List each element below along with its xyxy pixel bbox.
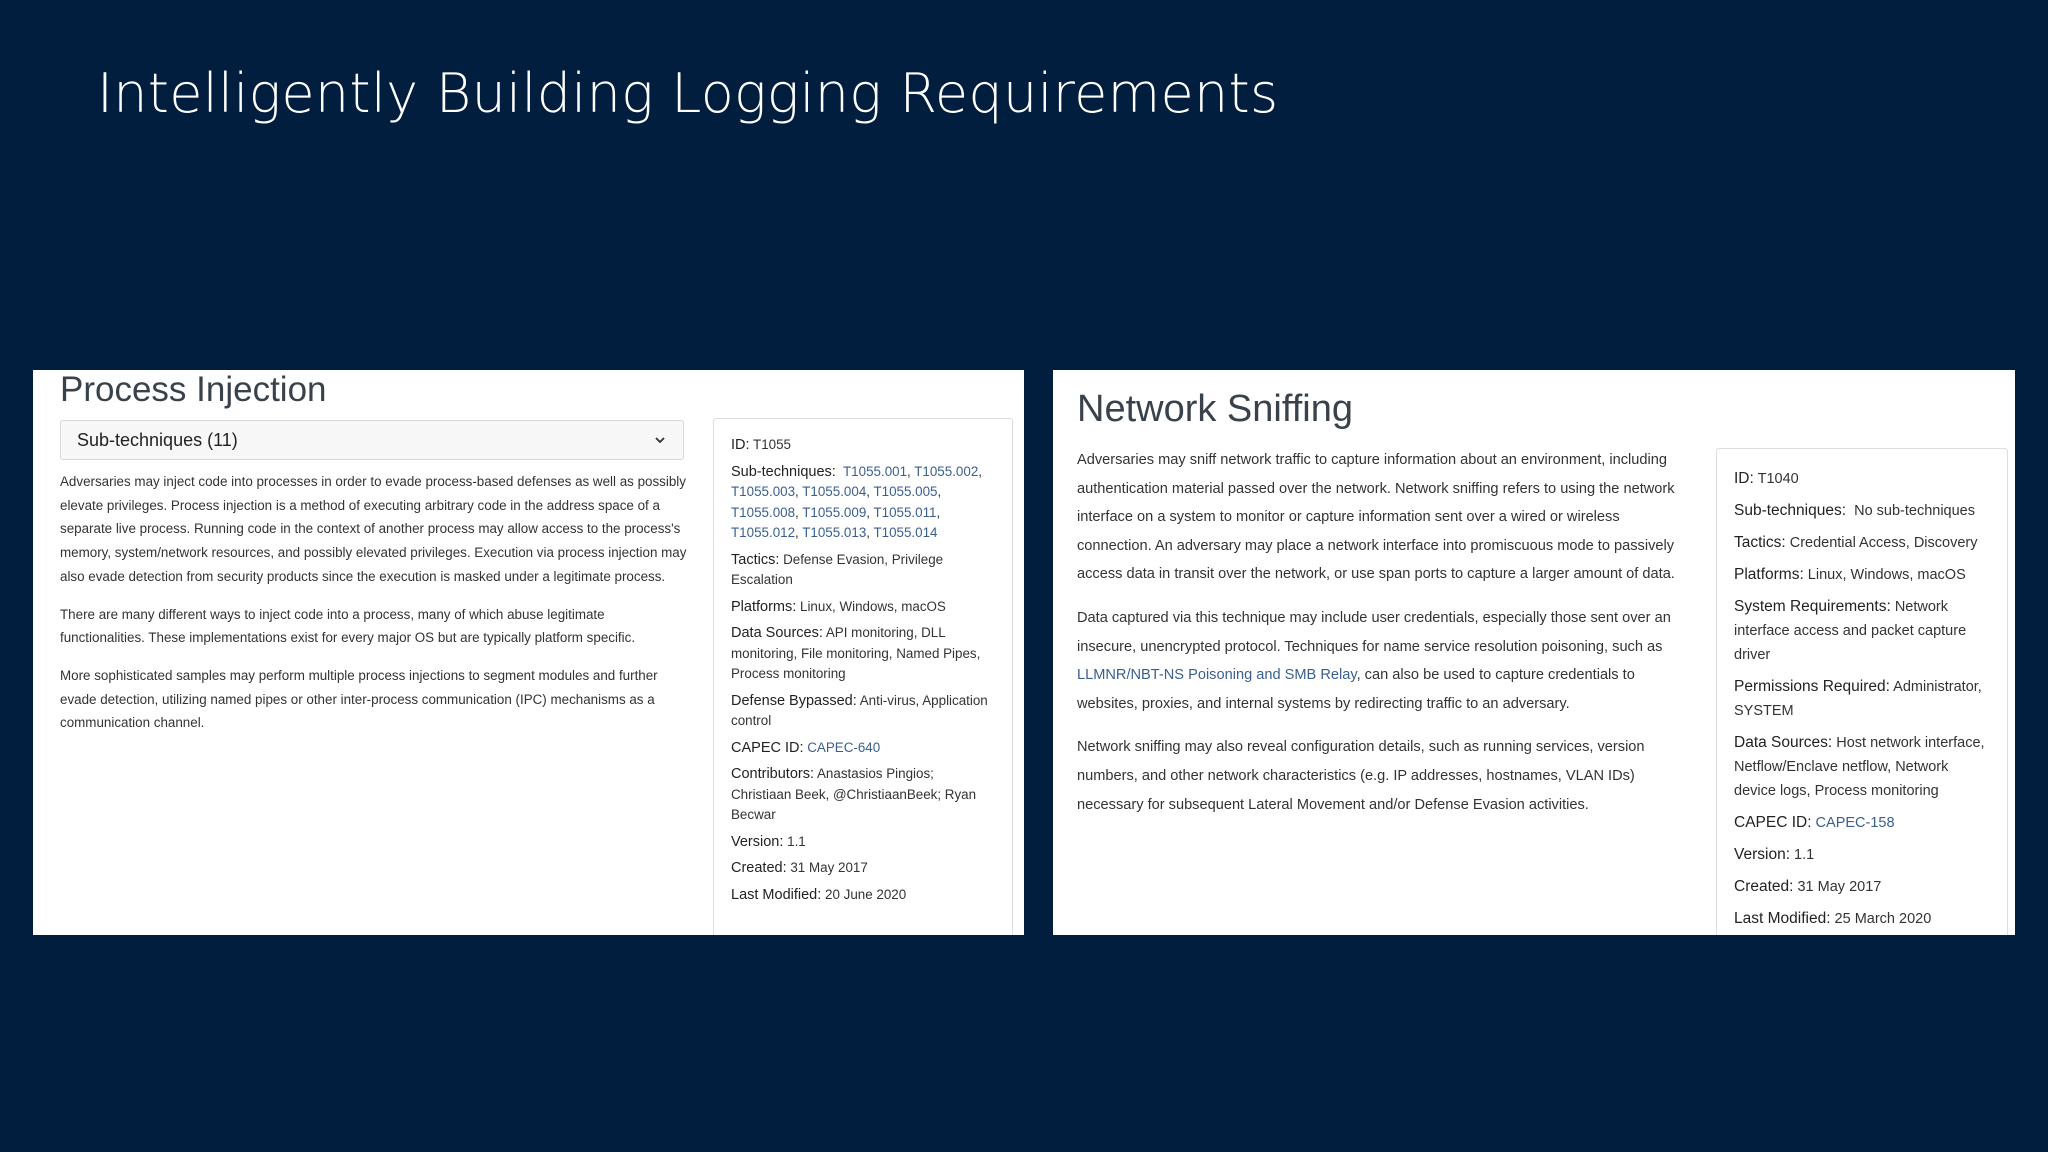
defense-bypassed-key: Defense Bypassed: [731,692,857,709]
data-sources-value: Host network interface, Netflow/Enclave netflow, Network device logs, Process monitoring [1734,735,1985,799]
sub-technique-link[interactable]: T1055.013 [802,525,867,540]
text-segment: , can also be used to capture credentials to websites, proxies, and internal systems by redirecting traffic to an adversary. [1077,667,1635,712]
id-key: ID: [1734,470,1754,487]
last-modified-row [1734,907,1990,931]
llmnr-link[interactable]: LLMNR/NBT-NS Poisoning and SMB Relay [1077,667,1357,684]
version-row [1734,843,1990,867]
id-value: T1040 [1757,471,1799,487]
version-value: 1.1 [787,833,806,849]
id-row [731,435,995,456]
permissions-key: Permissions Required: [1734,678,1890,695]
page-title: Process Injection [60,370,327,409]
sub-technique-link[interactable]: T1055.001 [843,463,908,479]
description-paragraph: More sophisticated samples may perform multiple process injections to segment modules and further evade detection, utilizing named pipes or other inter-process communication (IPC) mechanisms as a communication channel. [60,667,658,731]
description-paragraph: There are many different ways to inject code into a process, many of which abuse legitimate functionalities. These implementations exist for every major OS but are typically platform specific. [60,606,636,646]
last-modified-row [731,885,995,906]
sub-technique-link[interactable]: T1055.009 [802,504,867,520]
tactics-value: Credential Access, Discovery [1789,535,1978,551]
technique-info-card [1716,448,2008,935]
tactics-key: Tactics: [1734,534,1786,551]
text-segment: Data captured via this technique may include user credentials, especially those sent over an insecure, unencrypted protocol. Techniques for name service resolution poisoning, such as [1077,609,1671,655]
sub-techniques-dropdown[interactable] [60,420,684,460]
system-requirements-row [1734,595,1990,667]
sub-techniques-row: Sub-techniques: T1055.001, T1055.002, T1055.003, T1055.004, T1055.005, T1055.008, T1055.009, T1055.011, T1055.012, T1055.013, T1055.014 [731,463,982,540]
version-key: Version: [731,833,784,850]
process-injection-panel [33,370,1024,935]
capec-link[interactable]: CAPEC-158 [1815,815,1895,831]
description [60,470,690,749]
last-modified-key: Last Modified: [731,886,822,903]
chevron-down-icon [653,433,667,447]
data-sources-key: Data Sources: [731,625,823,641]
description-paragraph: Adversaries may sniff network traffic to capture information about an environment, including authentication material passed over the network. Network sniffing refers to using the network interface on a system to monitor or capture information sent over a wired or wireless connection. An adversary may place a network interface into promiscuous mode to passively access data in transit over the network, or use span ports to capture a larger amount of data. [1077,452,1675,583]
dropdown-label: Sub-techniques (11) [77,429,238,450]
platforms-value: Linux, Windows, macOS [1807,567,1966,583]
system-requirements-key: System Requirements: [1734,598,1891,615]
slide-title: Intelligently Building Logging Requirements [97,62,1279,125]
platforms-key: Platforms: [731,598,797,615]
version-key: Version: [1734,846,1791,863]
data-sources-row [1734,731,1990,803]
created-key: Created: [731,860,787,876]
tactics-value: Defense Evasion, Privilege Escalation [731,551,944,587]
data-sources-row [731,623,995,685]
permissions-row [1734,675,1990,723]
created-value: 31 May 2017 [1797,879,1882,895]
technique-info-card [713,418,1013,935]
description-paragraph [1077,604,1697,718]
capec-row [1734,811,1990,835]
created-key: Created: [1734,878,1794,895]
sub-techniques-key: Sub-techniques: [731,463,836,480]
sub-technique-link[interactable]: T1055.008 [731,504,796,520]
platforms-value: Linux, Windows, macOS [800,598,946,614]
description-paragraph: Adversaries may inject code into processes in order to evade process-based defenses as well as possibly elevate privileges. Process injection is a method of executing arbitrary code in the address space of a separate live process. Running code in the context of another process may allow access to the process's memory, system/network resources, and possibly elevated privileges. Execution via process injection may also evade detection from security products since the execution is masked under a legitimate process. [60,474,687,584]
created-value: 31 May 2017 [790,860,868,875]
last-modified-key: Last Modified: [1734,910,1831,927]
sub-technique-link[interactable]: T1055.011 [873,504,937,520]
last-modified-value: 25 March 2020 [1834,911,1932,927]
permissions-value: Administrator, SYSTEM [1734,679,1982,719]
sub-techniques-key: Sub-techniques: [1734,502,1847,519]
page-title: Network Sniffing [1077,388,1353,430]
tactics-key: Tactics: [731,551,780,568]
contributors-row [731,764,995,826]
last-modified-value: 20 June 2020 [825,886,907,902]
contributors-value: Anastasios Pingios; Christiaan Beek, @ChristiaanBeek; Ryan Becwar [731,766,977,822]
system-requirements-value: Network interface access and packet capture driver [1734,599,1967,663]
contributors-key: Contributors: [731,766,815,782]
sub-technique-link[interactable]: T1055.014 [873,525,938,540]
description-paragraph: Network sniffing may also reveal configuration details, such as running services, version numbers, and other network characteristics (e.g. IP addresses, hostnames, VLAN IDs) necessary for subsequent Lateral Movement and/or Defense Evasion activities. [1077,739,1645,813]
id-row [1734,467,1990,491]
id-value: T1055 [753,437,791,452]
id-key: ID: [731,437,750,453]
capec-key: CAPEC ID: [731,739,804,756]
sub-technique-link[interactable]: T1055.002 [914,463,979,479]
created-row [1734,875,1990,899]
platforms-row [1734,563,1990,587]
defense-bypassed-row [731,691,995,732]
capec-link[interactable]: CAPEC-640 [807,739,881,755]
sub-technique-link[interactable]: T1055.012 [731,525,796,540]
capec-key: CAPEC ID: [1734,814,1812,831]
capec-row [731,738,995,759]
platforms-row [731,597,995,618]
version-value: 1.1 [1794,847,1815,863]
tactics-row [731,550,995,591]
platforms-key: Platforms: [1734,566,1804,583]
sub-techniques-row [1734,499,1990,523]
defense-bypassed-value: Anti-virus, Application control [731,692,988,728]
sub-technique-link[interactable]: T1055.003 [731,484,796,499]
network-sniffing-panel [1053,370,2015,935]
sub-technique-link[interactable]: T1055.004 [802,484,867,499]
created-row [731,858,995,879]
sub-technique-link[interactable]: T1055.005 [873,484,938,499]
tactics-row [1734,531,1990,555]
data-sources-key: Data Sources: [1734,734,1833,751]
data-sources-value: API monitoring, DLL monitoring, File monitoring, Named Pipes, Process monitoring [731,625,981,681]
sub-techniques-value: No sub-techniques [1854,503,1976,519]
version-row [731,832,995,853]
description [1077,446,1697,834]
